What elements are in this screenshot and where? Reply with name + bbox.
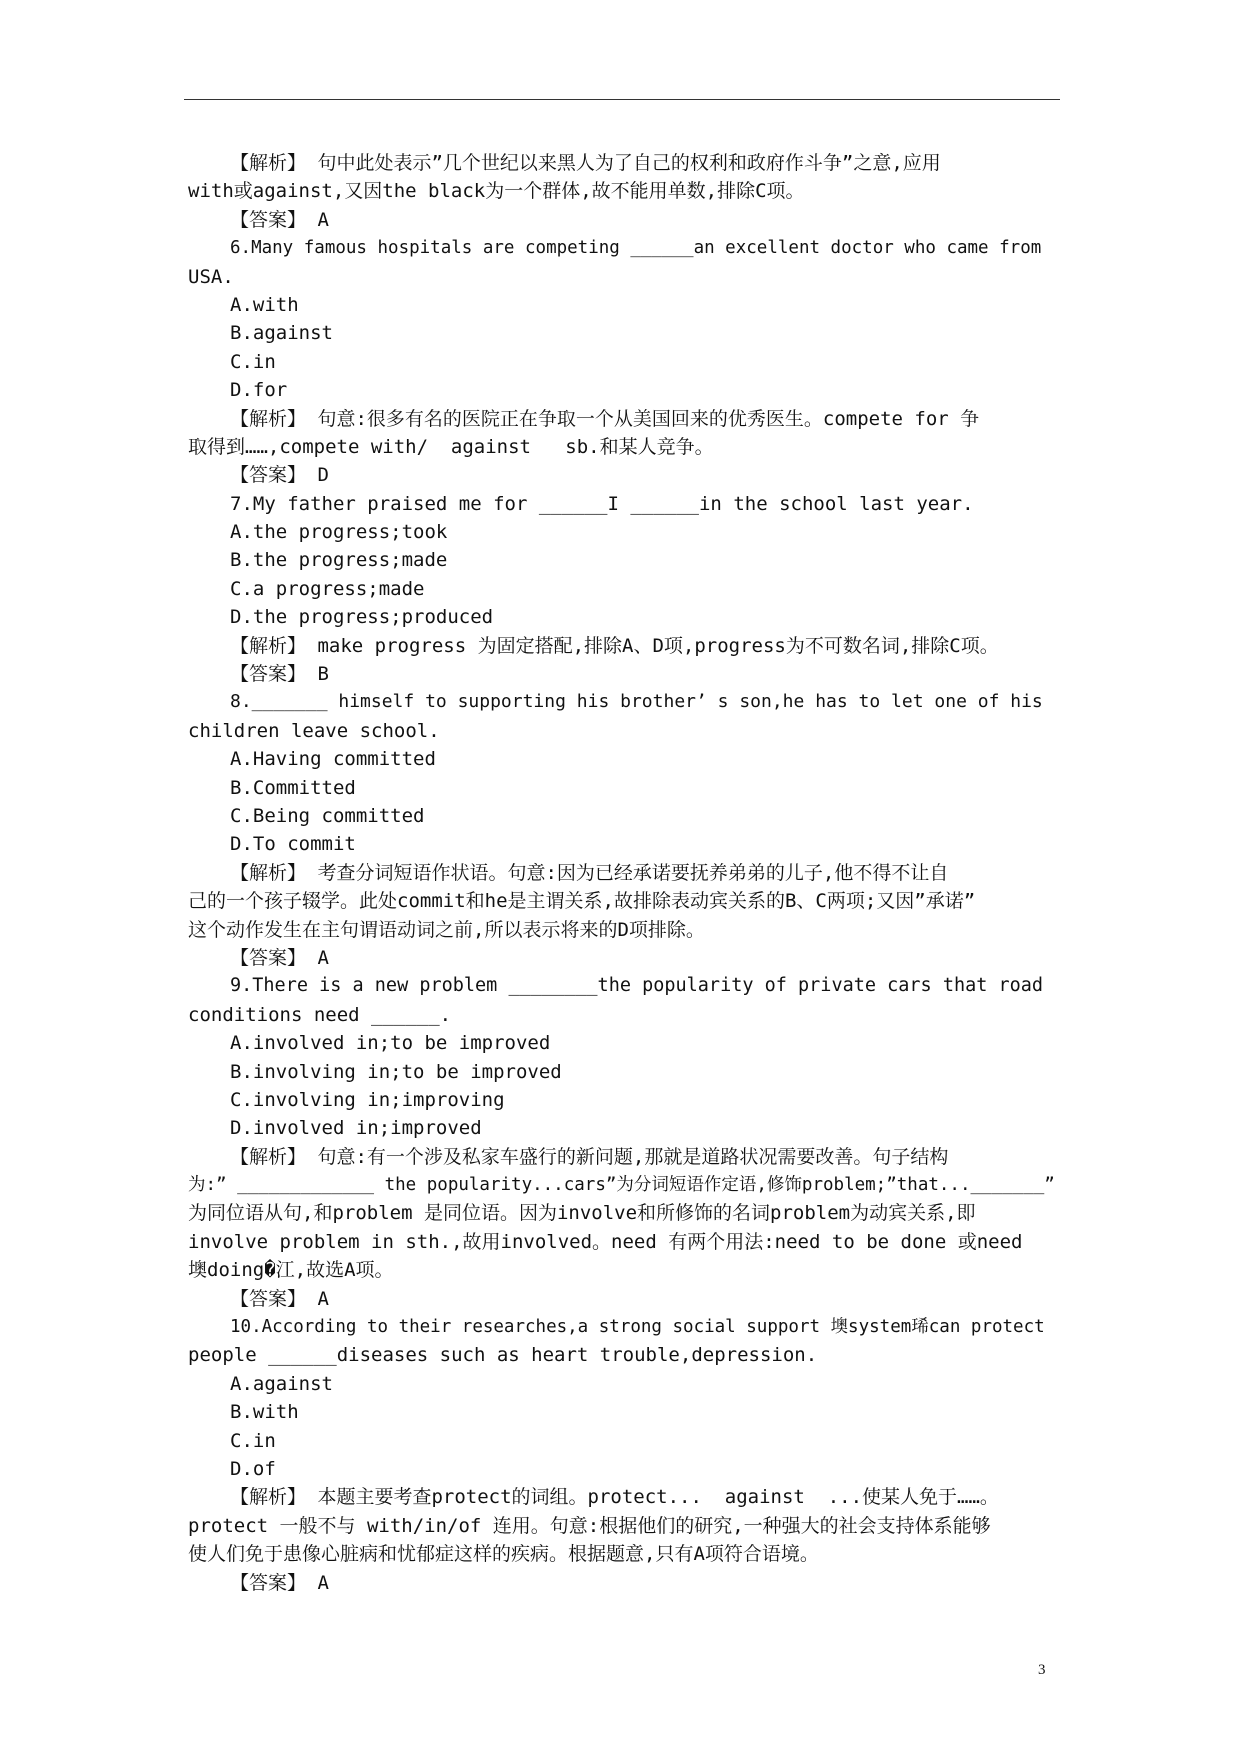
text-line: C.a progress;made — [230, 577, 425, 600]
text-line: A.the progress;took — [230, 521, 448, 544]
text-line: conditions need ______. — [188, 1003, 452, 1026]
text-line: 8._______ himself to supporting his brother’ s son,he has to let one of his — [230, 691, 1043, 713]
text-line: protect 一般不与 with/in/of 连用。句意:根据他们的研究,一种强大的社会支持体系能够 — [188, 1514, 991, 1537]
text-line: 【解析】 本题主要考查protect的词组。protect... against ...使某人免于……。 — [230, 1486, 999, 1509]
text-line: A.against — [230, 1372, 333, 1395]
text-line: 使人们免于患像心脏病和忧郁症这样的疾病。根据题意,只有A项符合语境。 — [188, 1543, 819, 1566]
text-line: D.involved in;improved — [230, 1117, 482, 1140]
text-line: 这个动作发生在主句谓语动词之前,所以表示将来的D项排除。 — [188, 918, 705, 941]
text-line: B.the progress;made — [230, 549, 448, 572]
text-line: 6.Many famous hospitals are competing ______an excellent doctor who came from — [230, 238, 1042, 259]
text-line: 为同位语从句,和problem 是同位语。因为involve和所修饰的名词problem为动宾关系,即 — [188, 1202, 976, 1225]
text-line: people ______diseases such as heart trouble,depression. — [188, 1344, 818, 1367]
text-line: with或against,又因the black为一个群体,故不能用单数,排除C项。 — [188, 180, 805, 203]
text-line: C.involving in;improving — [230, 1088, 505, 1111]
text-line: B.Committed — [230, 776, 356, 799]
text-line: D.of — [230, 1457, 276, 1480]
text-line: USA. — [188, 265, 234, 288]
text-line: 【答案】 A — [230, 1287, 329, 1310]
text-line: 9.There is a new problem ________the popularity of private cars that road — [230, 975, 1044, 997]
text-line: C.in — [230, 350, 276, 373]
text-line: 【答案】 B — [230, 663, 329, 686]
text-line: D.for — [230, 379, 288, 402]
text-line: D.To commit — [230, 833, 356, 856]
text-line: 【解析】 句意:有一个涉及私家车盛行的新问题,那就是道路状况需要改善。句子结构 — [230, 1145, 949, 1168]
text-line: B.involving in;to be improved — [230, 1060, 562, 1083]
text-line: 己的一个孩子辍学。此处commit和he是主谓关系,故排除表动宾关系的B、C两项;又因”承诺” — [188, 890, 976, 913]
text-line: 【解析】 考查分词短语作状语。句意:因为已经承诺要抚养弟弟的儿子,他不得不让自 — [230, 861, 949, 884]
text-line: 为:” _____________ the popularity...cars”为分词短语作定语,修饰problem;”that..._______” — [188, 1175, 1055, 1196]
text-line: involve problem in sth.,故用involved。need 有两个用法:need to be done 或need — [188, 1230, 1023, 1253]
text-line: 10.According to their researches,a strong social support 墺system琋can protect — [230, 1317, 1045, 1338]
text-line: 【解析】 句意:很多有名的医院正在争取一个从美国回来的优秀医生。compete for 争 — [230, 407, 980, 430]
text-line: 【答案】 A — [230, 1571, 329, 1594]
text-line: 【答案】 A — [230, 208, 329, 231]
text-line: A.Having committed — [230, 748, 436, 771]
document-body — [188, 149, 1060, 1597]
text-line: 墺doing�江,故选A项。 — [188, 1259, 394, 1282]
header-rule — [184, 99, 1060, 100]
text-line: D.the progress;produced — [230, 606, 494, 629]
text-line: C.Being committed — [230, 804, 425, 827]
text-line: 【解析】 make progress 为固定搭配,排除A、D项,progress为不可数名词,排除C项。 — [230, 634, 999, 657]
text-line: 【答案】 D — [230, 464, 329, 487]
text-line: C.in — [230, 1429, 276, 1452]
text-line: B.against — [230, 322, 333, 345]
text-line: A.with — [230, 293, 299, 316]
text-line: 7.My father praised me for ______I ______in the school last year. — [230, 492, 974, 515]
text-line: 【解析】 句中此处表示”几个世纪以来黑人为了自己的权利和政府作斗争”之意,应用 — [230, 152, 941, 174]
text-line: 取得到……,compete with/ against sb.和某人竞争。 — [188, 435, 714, 458]
text-line: B.with — [230, 1401, 299, 1424]
text-line: A.involved in;to be improved — [230, 1032, 551, 1055]
page-number: 3 — [1038, 1662, 1046, 1678]
text-line: children leave school. — [188, 719, 440, 742]
text-line: 【答案】 A — [230, 946, 329, 969]
